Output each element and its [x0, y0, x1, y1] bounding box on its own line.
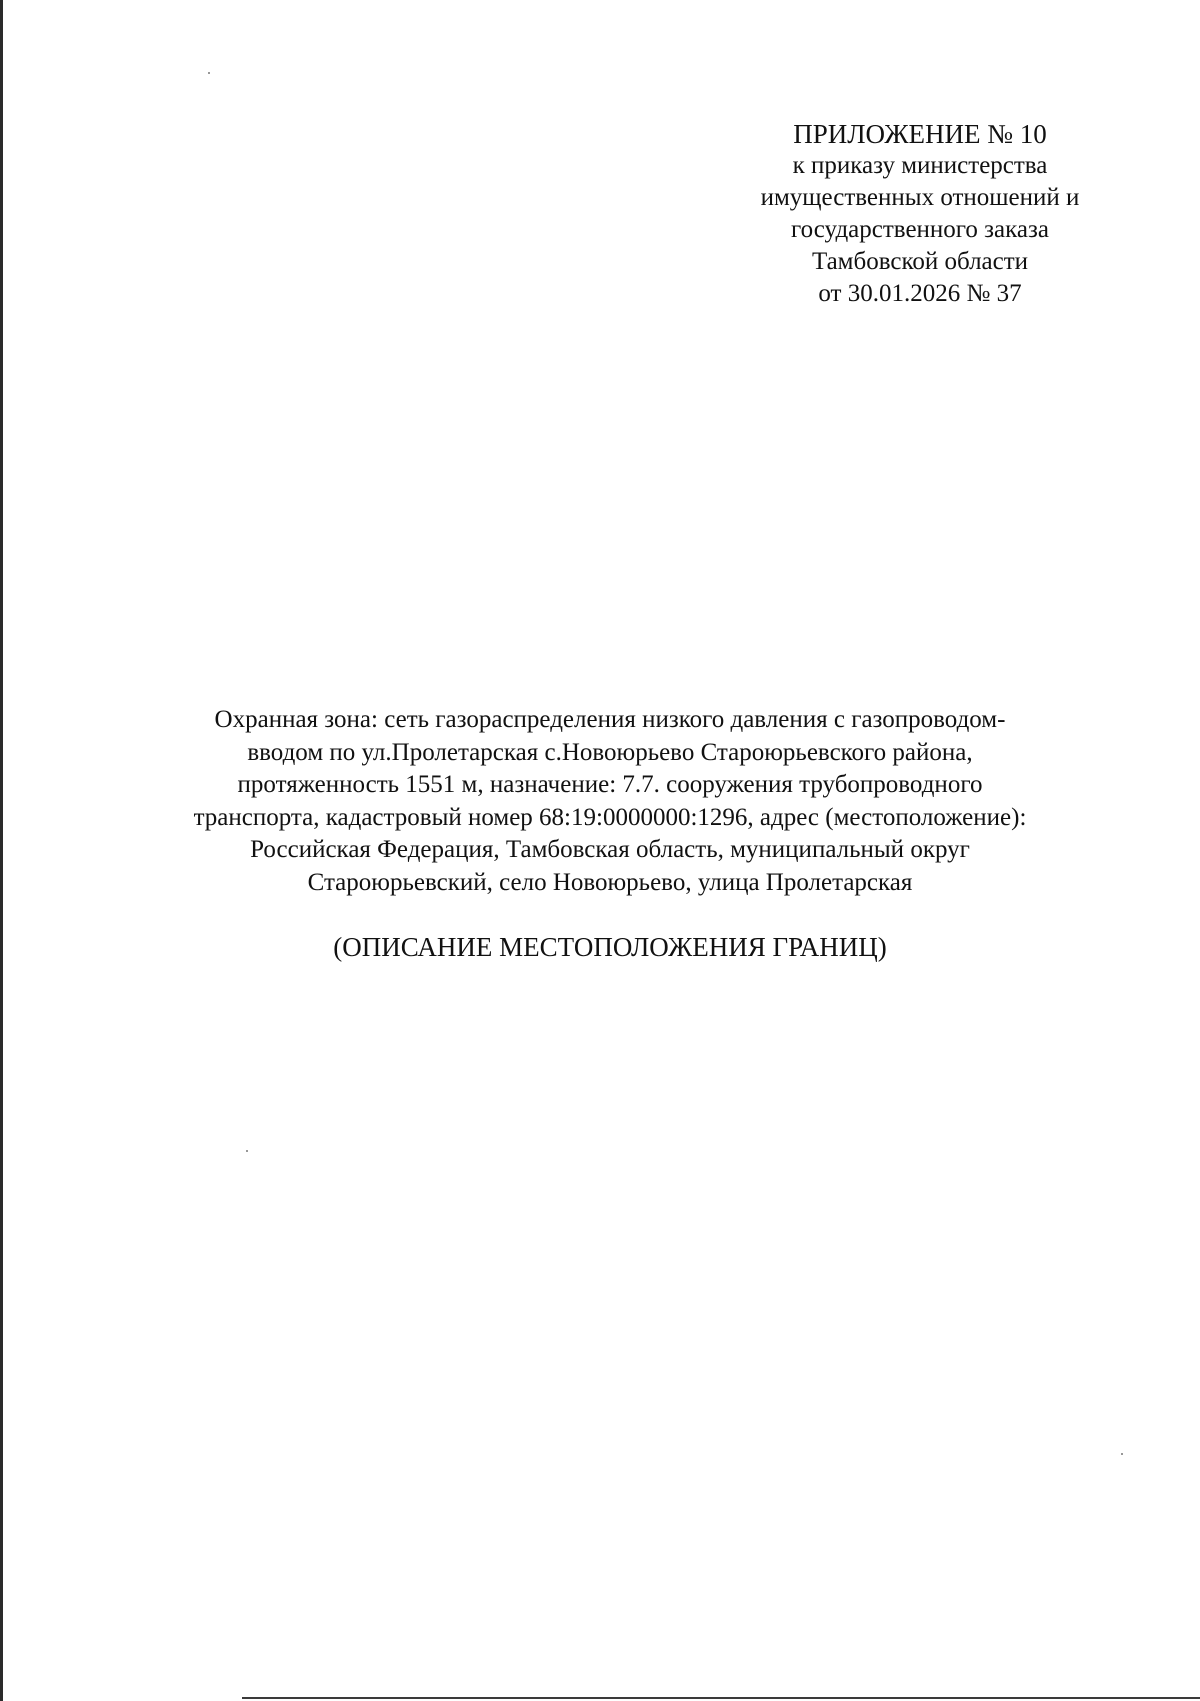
approval-line: к приказу министерства: [792, 152, 1048, 179]
description-line: Охранная зона: сеть газораспределения низкого давления с газопроводом-: [214, 706, 1006, 733]
scan-speck: [208, 72, 210, 74]
approval-line: государственного заказа: [791, 216, 1049, 243]
approval-date-number: от 30.01.2026 № 37: [818, 280, 1022, 307]
approval-line: имущественных отношений и: [760, 184, 1080, 211]
scan-bottom-edge: [242, 1697, 1200, 1699]
description-line: Староюрьевский, село Новоюрьево, улица Пролетарская: [307, 868, 913, 896]
scan-speck: [1121, 1453, 1123, 1455]
protection-zone-description: [130, 704, 1090, 899]
description-line: Российская Федерация, Тамбовская область, муниципальный округ: [250, 836, 970, 863]
approval-line: Тамбовской области: [811, 248, 1029, 275]
description-line: транспорта, кадастровый номер 68:19:0000000:1296, адрес (местоположение):: [193, 803, 1027, 831]
scan-speck: [246, 1150, 248, 1152]
scan-left-edge: [0, 0, 3, 1701]
description-line: вводом по ул.Пролетарская с.Новоюрьево Староюрьевского района,: [247, 738, 973, 766]
description-line: протяженность 1551 м, назначение: 7.7. сооружения трубопроводного: [237, 771, 983, 798]
approval-block: [700, 118, 1140, 310]
appendix-heading: ПРИЛОЖЕНИЕ № 10: [793, 119, 1047, 149]
section-title: (ОПИСАНИЕ МЕСТОПОЛОЖЕНИЯ ГРАНИЦ): [333, 932, 887, 962]
